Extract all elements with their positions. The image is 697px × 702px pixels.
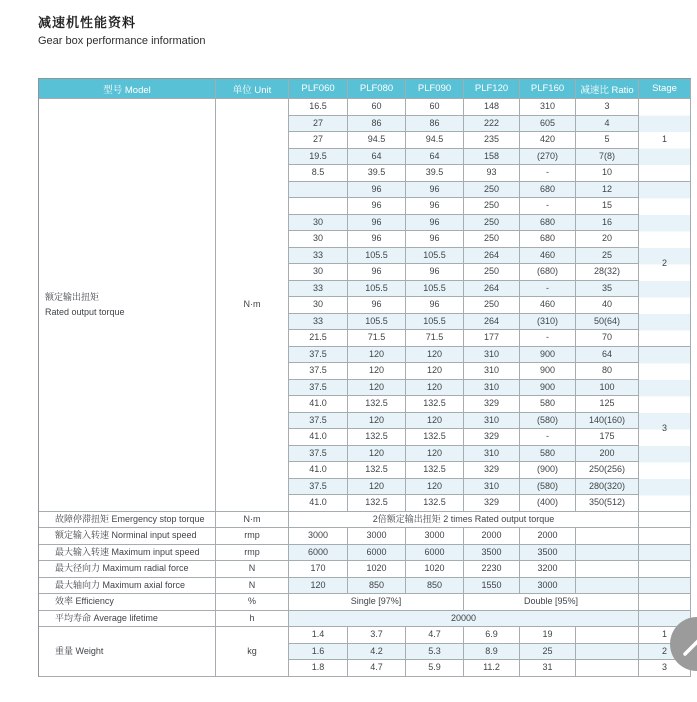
- stage-cell-empty: [639, 528, 691, 545]
- spec-unit: rmp: [216, 545, 289, 562]
- value-cell: 27: [289, 116, 348, 133]
- value-cell: 94.5: [348, 132, 406, 149]
- value-cell: 4.2: [348, 644, 406, 661]
- value-cell: 2230: [464, 561, 520, 578]
- value-cell: 33: [289, 281, 348, 298]
- value-cell: -: [520, 165, 576, 182]
- merged-value-cell: 2倍额定输出扭矩 2 times Rated output torque: [289, 512, 639, 529]
- value-cell: 41.0: [289, 429, 348, 446]
- value-cell: 64: [348, 149, 406, 166]
- value-cell: 329: [464, 396, 520, 413]
- value-cell: 329: [464, 429, 520, 446]
- value-cell: 900: [520, 363, 576, 380]
- value-cell: 100: [576, 380, 639, 397]
- value-cell: 19.5: [289, 149, 348, 166]
- value-cell: 850: [348, 578, 406, 595]
- value-cell: 132.5: [348, 495, 406, 512]
- value-cell: 25: [576, 248, 639, 265]
- value-cell: 264: [464, 281, 520, 298]
- value-cell: 120: [406, 479, 464, 496]
- value-cell: 460: [520, 297, 576, 314]
- value-cell: 27: [289, 132, 348, 149]
- value-cell: 94.5: [406, 132, 464, 149]
- value-cell: 900: [520, 347, 576, 364]
- value-cell: 16.5: [289, 99, 348, 116]
- value-cell: 96: [348, 182, 406, 199]
- value-cell: 3: [576, 99, 639, 116]
- value-cell: (680): [520, 264, 576, 281]
- value-cell: 41.0: [289, 495, 348, 512]
- value-cell: [289, 198, 348, 215]
- value-cell: 5.9: [406, 660, 464, 677]
- value-cell: 132.5: [406, 495, 464, 512]
- value-cell: 37.5: [289, 479, 348, 496]
- stage-cell-empty: [639, 545, 691, 562]
- spec-label: 额定输入转速 Norminal input speed: [39, 528, 216, 545]
- spec-row: [39, 611, 691, 628]
- value-cell: 64: [576, 347, 639, 364]
- spec-unit: h: [216, 611, 289, 628]
- value-cell: 580: [520, 396, 576, 413]
- value-cell: 120: [348, 347, 406, 364]
- value-cell: 105.5: [406, 314, 464, 331]
- value-cell: 3.7: [348, 627, 406, 644]
- value-cell: 132.5: [406, 396, 464, 413]
- value-cell: 8.5: [289, 165, 348, 182]
- value-cell: 3200: [520, 561, 576, 578]
- ratio-cell-empty: [576, 561, 639, 578]
- value-cell: 132.5: [348, 429, 406, 446]
- value-cell: 28(32): [576, 264, 639, 281]
- stage-cell: 2: [639, 644, 691, 661]
- stage-cell-empty: [639, 594, 691, 611]
- value-cell: 37.5: [289, 413, 348, 430]
- value-cell: 96: [348, 297, 406, 314]
- value-cell: 41.0: [289, 396, 348, 413]
- value-cell: 3000: [348, 528, 406, 545]
- ratio-cell-empty: [576, 660, 639, 677]
- value-cell: 96: [348, 215, 406, 232]
- ratio-cell-empty: [576, 627, 639, 644]
- value-cell: 105.5: [348, 314, 406, 331]
- value-cell: 71.5: [348, 330, 406, 347]
- value-cell: 264: [464, 248, 520, 265]
- torque-label-en: Rated output torque: [45, 306, 125, 317]
- column-header-4: PLF090: [406, 79, 464, 99]
- value-cell: (900): [520, 462, 576, 479]
- value-cell: 30: [289, 297, 348, 314]
- spec-label: 效率 Efficiency: [39, 594, 216, 611]
- value-cell: 1.6: [289, 644, 348, 661]
- value-cell: 120: [406, 413, 464, 430]
- split-value-cell: Double [95%]: [464, 594, 639, 611]
- value-cell: 420: [520, 132, 576, 149]
- stage-cell-empty: [639, 512, 691, 529]
- spec-label: 最大输入转速 Maximum input speed: [39, 545, 216, 562]
- value-cell: (580): [520, 479, 576, 496]
- value-cell: 30: [289, 231, 348, 248]
- value-cell: 5: [576, 132, 639, 149]
- value-cell: -: [520, 281, 576, 298]
- value-cell: 4: [576, 116, 639, 133]
- spec-label: 平均寿命 Average lifetime: [39, 611, 216, 628]
- value-cell: 329: [464, 462, 520, 479]
- column-header-6: PLF160: [520, 79, 576, 99]
- value-cell: 310: [464, 479, 520, 496]
- stage-cell: 1: [639, 99, 691, 182]
- value-cell: 6000: [406, 545, 464, 562]
- stage-cell: 3: [639, 347, 691, 512]
- spec-row: [39, 561, 691, 578]
- value-cell: (580): [520, 413, 576, 430]
- value-cell: 3000: [520, 578, 576, 595]
- ratio-cell-empty: [576, 528, 639, 545]
- column-header-1: 单位 Unit: [216, 79, 289, 99]
- value-cell: 170: [289, 561, 348, 578]
- stage-cell: 1: [639, 627, 691, 644]
- value-cell: 680: [520, 182, 576, 199]
- value-cell: 148: [464, 99, 520, 116]
- value-cell: 4.7: [406, 627, 464, 644]
- spec-unit: N·m: [216, 512, 289, 529]
- value-cell: 86: [406, 116, 464, 133]
- value-cell: 10: [576, 165, 639, 182]
- value-cell: 86: [348, 116, 406, 133]
- page-header: [38, 12, 206, 47]
- value-cell: 39.5: [406, 165, 464, 182]
- spec-label: 最大径向力 Maximum radial force: [39, 561, 216, 578]
- torque-row: [39, 99, 691, 116]
- value-cell: 250: [464, 264, 520, 281]
- value-cell: 310: [520, 99, 576, 116]
- value-cell: 125: [576, 396, 639, 413]
- stage-cell: 3: [639, 660, 691, 677]
- value-cell: 132.5: [348, 462, 406, 479]
- value-cell: 105.5: [348, 248, 406, 265]
- value-cell: 120: [348, 363, 406, 380]
- value-cell: 605: [520, 116, 576, 133]
- value-cell: 21.5: [289, 330, 348, 347]
- page-subtitle: Gear box performance information: [38, 35, 206, 47]
- value-cell: 30: [289, 215, 348, 232]
- value-cell: 3500: [520, 545, 576, 562]
- value-cell: 250: [464, 215, 520, 232]
- value-cell: 33: [289, 314, 348, 331]
- value-cell: 4.7: [348, 660, 406, 677]
- value-cell: 280(320): [576, 479, 639, 496]
- value-cell: 120: [289, 578, 348, 595]
- table-body: [39, 99, 691, 677]
- value-cell: 40: [576, 297, 639, 314]
- value-cell: 105.5: [406, 248, 464, 265]
- value-cell: 250: [464, 231, 520, 248]
- spec-row: [39, 545, 691, 562]
- value-cell: 900: [520, 380, 576, 397]
- value-cell: 37.5: [289, 347, 348, 364]
- value-cell: 60: [406, 99, 464, 116]
- value-cell: 16: [576, 215, 639, 232]
- value-cell: 310: [464, 380, 520, 397]
- value-cell: 1020: [348, 561, 406, 578]
- value-cell: 120: [348, 446, 406, 463]
- header-row: [39, 79, 691, 99]
- spec-unit: rmp: [216, 528, 289, 545]
- stage-cell-empty: [639, 578, 691, 595]
- value-cell: 7(8): [576, 149, 639, 166]
- value-cell: 1550: [464, 578, 520, 595]
- value-cell: 120: [406, 347, 464, 364]
- spec-label: 故障停滞扭矩 Emergency stop torque: [39, 512, 216, 529]
- value-cell: 41.0: [289, 462, 348, 479]
- value-cell: 3000: [406, 528, 464, 545]
- split-value-cell: Single [97%]: [289, 594, 464, 611]
- value-cell: 37.5: [289, 363, 348, 380]
- value-cell: 200: [576, 446, 639, 463]
- value-cell: 264: [464, 314, 520, 331]
- column-header-0: 型号 Model: [39, 79, 216, 99]
- value-cell: 6000: [289, 545, 348, 562]
- value-cell: 2000: [464, 528, 520, 545]
- value-cell: 1.4: [289, 627, 348, 644]
- table-header: [39, 79, 691, 99]
- value-cell: 96: [348, 231, 406, 248]
- value-cell: 250(256): [576, 462, 639, 479]
- value-cell: 37.5: [289, 446, 348, 463]
- value-cell: 19: [520, 627, 576, 644]
- value-cell: 140(160): [576, 413, 639, 430]
- value-cell: 105.5: [348, 281, 406, 298]
- value-cell: 250: [464, 182, 520, 199]
- torque-label: [39, 99, 216, 512]
- value-cell: 310: [464, 446, 520, 463]
- spec-unit: N: [216, 578, 289, 595]
- weight-unit: kg: [216, 627, 289, 677]
- value-cell: 120: [348, 479, 406, 496]
- value-cell: 25: [520, 644, 576, 661]
- value-cell: 96: [406, 215, 464, 232]
- value-cell: 250: [464, 198, 520, 215]
- weight-label: 重量 Weight: [39, 627, 216, 677]
- value-cell: 31: [520, 660, 576, 677]
- value-cell: 71.5: [406, 330, 464, 347]
- column-header-3: PLF080: [348, 79, 406, 99]
- value-cell: 222: [464, 116, 520, 133]
- spec-unit: %: [216, 594, 289, 611]
- value-cell: 350(512): [576, 495, 639, 512]
- value-cell: 6000: [348, 545, 406, 562]
- value-cell: 1.8: [289, 660, 348, 677]
- value-cell: 158: [464, 149, 520, 166]
- value-cell: 2000: [520, 528, 576, 545]
- value-cell: 60: [348, 99, 406, 116]
- value-cell: -: [520, 198, 576, 215]
- spec-row: [39, 578, 691, 595]
- value-cell: 12: [576, 182, 639, 199]
- ratio-cell-empty: [576, 545, 639, 562]
- value-cell: 250: [464, 297, 520, 314]
- spec-row: [39, 512, 691, 529]
- value-cell: 96: [406, 231, 464, 248]
- value-cell: 3000: [289, 528, 348, 545]
- column-header-5: PLF120: [464, 79, 520, 99]
- value-cell: 310: [464, 347, 520, 364]
- merged-value-cell: 20000: [289, 611, 639, 628]
- spec-row: [39, 594, 691, 611]
- value-cell: 11.2: [464, 660, 520, 677]
- value-cell: 96: [406, 297, 464, 314]
- value-cell: 850: [406, 578, 464, 595]
- value-cell: 132.5: [406, 429, 464, 446]
- stage-cell-empty: [639, 561, 691, 578]
- torque-label-zh: 额定输出扭矩: [45, 292, 100, 303]
- value-cell: (270): [520, 149, 576, 166]
- value-cell: 20: [576, 231, 639, 248]
- floating-action-button[interactable]: [670, 617, 697, 671]
- value-cell: 96: [406, 264, 464, 281]
- spec-label: 最大轴向力 Maximum axial force: [39, 578, 216, 595]
- spec-unit: N: [216, 561, 289, 578]
- value-cell: 1020: [406, 561, 464, 578]
- value-cell: 93: [464, 165, 520, 182]
- value-cell: 120: [348, 380, 406, 397]
- value-cell: [289, 182, 348, 199]
- value-cell: 680: [520, 231, 576, 248]
- value-cell: 329: [464, 495, 520, 512]
- value-cell: 310: [464, 363, 520, 380]
- value-cell: 120: [348, 413, 406, 430]
- value-cell: 80: [576, 363, 639, 380]
- value-cell: 33: [289, 248, 348, 265]
- value-cell: 37.5: [289, 380, 348, 397]
- value-cell: 120: [406, 380, 464, 397]
- ratio-cell-empty: [576, 644, 639, 661]
- value-cell: 120: [406, 363, 464, 380]
- value-cell: 132.5: [348, 396, 406, 413]
- value-cell: 105.5: [406, 281, 464, 298]
- value-cell: (400): [520, 495, 576, 512]
- value-cell: 96: [348, 198, 406, 215]
- value-cell: 50(64): [576, 314, 639, 331]
- value-cell: 3500: [464, 545, 520, 562]
- value-cell: 39.5: [348, 165, 406, 182]
- page-title: 减速机性能资料: [38, 15, 137, 30]
- spec-row: [39, 528, 691, 545]
- value-cell: 175: [576, 429, 639, 446]
- value-cell: 96: [348, 264, 406, 281]
- value-cell: 15: [576, 198, 639, 215]
- performance-table: [38, 78, 691, 677]
- value-cell: 460: [520, 248, 576, 265]
- value-cell: 120: [406, 446, 464, 463]
- value-cell: 132.5: [406, 462, 464, 479]
- value-cell: 235: [464, 132, 520, 149]
- value-cell: -: [520, 330, 576, 347]
- value-cell: 6.9: [464, 627, 520, 644]
- column-header-2: PLF060: [289, 79, 348, 99]
- value-cell: (310): [520, 314, 576, 331]
- value-cell: 580: [520, 446, 576, 463]
- column-header-7: 减速比 Ratio: [576, 79, 639, 99]
- value-cell: 96: [406, 198, 464, 215]
- value-cell: 30: [289, 264, 348, 281]
- weight-row: [39, 627, 691, 644]
- value-cell: 5.3: [406, 644, 464, 661]
- value-cell: 177: [464, 330, 520, 347]
- value-cell: -: [520, 429, 576, 446]
- stage-cell: 2: [639, 182, 691, 347]
- value-cell: 35: [576, 281, 639, 298]
- ratio-cell-empty: [576, 578, 639, 595]
- torque-unit: N·m: [216, 99, 289, 512]
- value-cell: 680: [520, 215, 576, 232]
- column-header-8: Stage: [639, 79, 691, 99]
- value-cell: 64: [406, 149, 464, 166]
- value-cell: 96: [406, 182, 464, 199]
- value-cell: 310: [464, 413, 520, 430]
- value-cell: 8.9: [464, 644, 520, 661]
- value-cell: 70: [576, 330, 639, 347]
